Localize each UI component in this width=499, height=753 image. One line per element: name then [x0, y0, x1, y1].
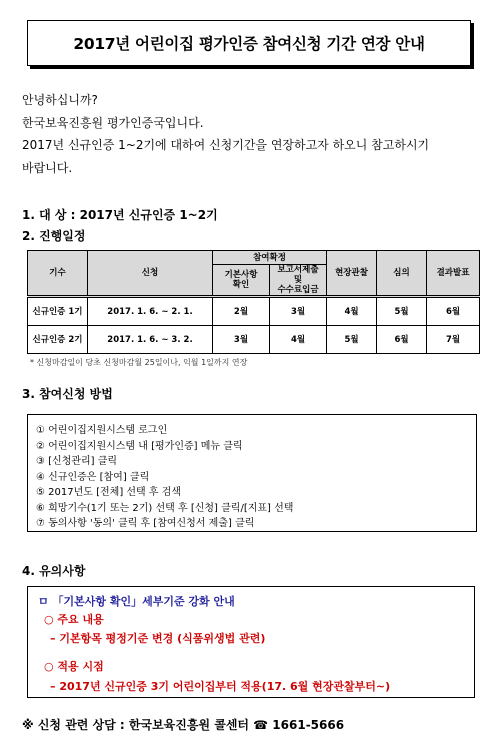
square-bullet-icon: ㅁ — [38, 595, 49, 608]
step-item: ③ [신청관리] 클릭 — [36, 456, 118, 467]
step-item: ① 어린이집지원시스템 로그인 — [36, 425, 168, 436]
steps-box — [27, 414, 477, 532]
cell-result: 7월 — [427, 326, 480, 354]
notice-main-label: ○ 주요 내용 — [44, 613, 104, 626]
cell-basic-check: 3월 — [213, 326, 270, 354]
cell-basic-check: 2월 — [213, 297, 270, 326]
cell-report-fee: 3월 — [270, 297, 327, 326]
schedule-note: * 신청마감일이 당초 신청마감월 25일이나, 익월 1일까지 연장 — [30, 358, 248, 367]
intro-line: 2017년 신규인증 1~2기에 대하여 신청기간을 연장하고자 하오니 참고하시기 — [22, 138, 430, 152]
cell-result: 6월 — [427, 297, 480, 326]
page-title: 2017년 어린이집 평가인증 참여신청 기간 연장 안내 — [27, 20, 471, 66]
schedule-table — [27, 250, 480, 354]
notice-main-detail: – 기본항목 평정기준 변경 (식품위생법 관련) — [50, 632, 266, 645]
intro-line: 한국보육진흥원 평가인증국입니다. — [22, 115, 204, 130]
header-period: 기수 — [28, 251, 88, 297]
notice-apply-detail: – 2017년 신규인증 3기 어린이집부터 적용(17. 6월 현장관찰부터~) — [50, 680, 391, 693]
cell-review: 5월 — [377, 297, 427, 326]
header-apply: 신청 — [88, 251, 213, 297]
step-item: ⑥ 희망기수(1기 또는 2기) 선택 후 [신청] 클릭/[지표] 선택 — [36, 502, 294, 514]
section-schedule: 2. 진행일정 — [22, 229, 86, 243]
cell-site-visit: 4월 — [327, 297, 377, 326]
cell-period: 신규인증 1기 — [28, 297, 88, 326]
notice-apply-label: ○ 적용 시점 — [44, 660, 104, 673]
table-row — [28, 297, 480, 326]
section-notice: 4. 유의사항 — [22, 564, 86, 578]
header-basic-check: 기본사항 확인 — [213, 265, 270, 297]
cell-report-fee: 4월 — [270, 326, 327, 354]
cell-apply: 2017. 1. 6. ~ 2. 1. — [88, 297, 213, 326]
header-site-visit: 현장관찰 — [327, 251, 377, 297]
cell-period: 신규인증 2기 — [28, 326, 88, 354]
section-method: 3. 참여신청 방법 — [22, 387, 113, 401]
notice-box — [27, 586, 475, 698]
step-item: ⑦ 동의사항 '동의' 클릭 후 [참여신청서 제출] 클릭 — [36, 518, 255, 529]
cell-review: 6월 — [377, 326, 427, 354]
header-report-fee: 보고서제출 및 수수료입금 — [270, 265, 327, 297]
intro-line: 바랍니다. — [22, 160, 73, 175]
step-item: ④ 신규인증은 [참여] 클릭 — [36, 471, 150, 483]
intro-text — [22, 89, 482, 179]
contact-info: ※ 신청 관련 상담 : 한국보육진흥원 콜센터 ☎ 1661-5666 — [22, 718, 345, 732]
step-item: ⑤ 2017년도 [전체] 선택 후 검색 — [36, 487, 182, 498]
header-result: 결과발표 — [427, 251, 480, 297]
cell-apply: 2017. 1. 6. ~ 3. 2. — [88, 326, 213, 354]
cell-site-visit: 5월 — [327, 326, 377, 354]
intro-line: 안녕하십니까? — [22, 93, 98, 107]
header-review: 심의 — [377, 251, 427, 297]
notice-title — [38, 593, 235, 609]
notice-title-text: 「기본사항 확인」세부기준 강화 안내 — [52, 595, 235, 608]
table-row — [28, 326, 480, 354]
section-target: 1. 대 상 : 2017년 신규인증 1~2기 — [22, 208, 218, 222]
header-participation: 참여확정 — [213, 251, 327, 265]
step-item: ② 어린이집지원시스템 내 [평가인증] 메뉴 클릭 — [36, 440, 243, 452]
